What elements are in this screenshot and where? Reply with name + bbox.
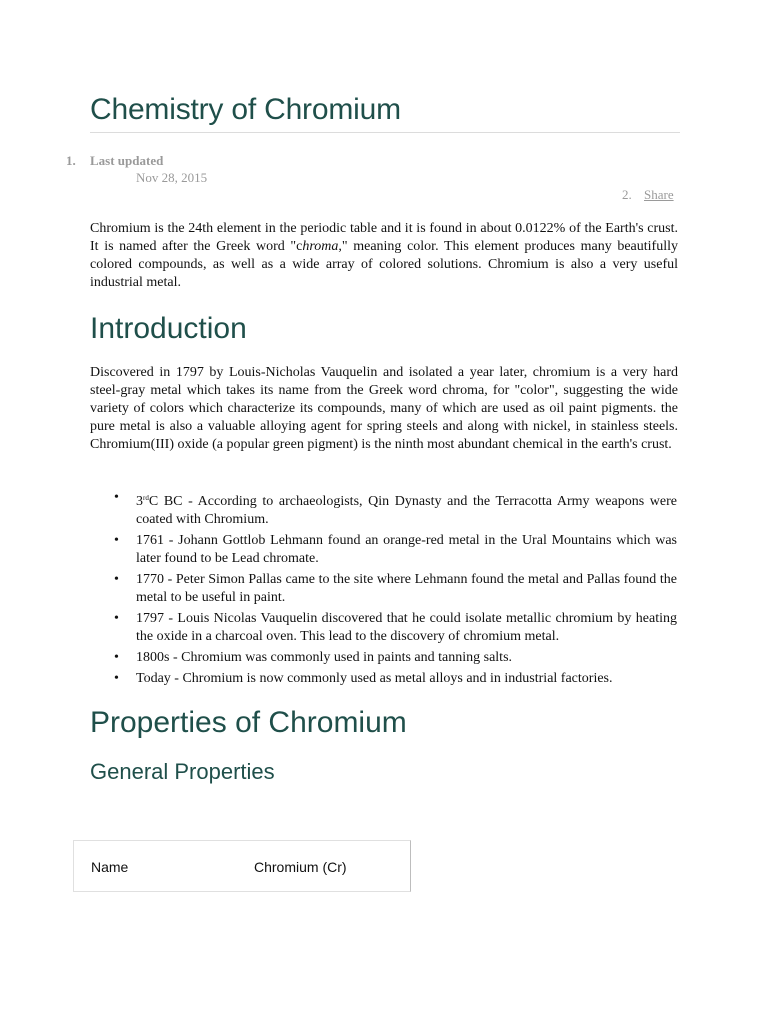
timeline-item-text: 1800s - Chromium was commonly used in paints and tanning salts.: [136, 650, 513, 665]
share-link[interactable]: Share: [644, 187, 674, 202]
last-updated-label: Last updated: [90, 153, 164, 168]
bullet-icon: •: [114, 650, 119, 665]
timeline-item-text: 1797 - Louis Nicolas Vauquelin discovered that he could isolate metallic chromium by heating the oxide in a charcoal oven. This lead to the discovery of chromium metal.: [136, 611, 677, 644]
bullet-icon: •: [114, 533, 119, 548]
intro-text-part1: Chromium is the 24th element in the periodic table and it is found in about 0.0122% of the Earth's crust. It is named after the Greek word "c: [90, 221, 678, 254]
title-divider: [90, 132, 680, 133]
properties-heading: Properties of Chromium: [90, 706, 407, 739]
timeline-item: [0, 649, 677, 667]
property-name-cell: Name: [91, 859, 129, 875]
timeline-item: [0, 489, 677, 529]
timeline-item-text: Today - Chromium is now commonly used as metal alloys and in industrial factories.: [136, 671, 613, 686]
timeline-item: [0, 532, 677, 568]
timeline-item-text: 1761 - Johann Gottlob Lehmann found an orange-red metal in the Ural Mountains which was later found to be Lead chromate.: [136, 533, 677, 566]
last-updated-date: Nov 28, 2015: [136, 170, 208, 185]
bullet-icon: •: [114, 490, 119, 505]
updated-list-number: 1.: [66, 153, 76, 168]
properties-table: [73, 840, 411, 892]
timeline-item-prefix: 3: [136, 494, 143, 509]
timeline-item-text: C BC - According to archaeologists, Qin Dynasty and the Terracotta Army weapons were coated with Chromium.: [136, 494, 677, 527]
bullet-icon: •: [114, 611, 119, 626]
bullet-icon: •: [114, 671, 119, 686]
timeline-item: [0, 670, 677, 688]
history-timeline-list: [0, 489, 768, 691]
introduction-heading: Introduction: [90, 312, 247, 345]
property-value-cell: Chromium (Cr): [254, 859, 347, 875]
timeline-item-text: 1770 - Peter Simon Pallas came to the site where Lehmann found the metal and Pallas found the metal to be useful in paint.: [136, 572, 677, 605]
timeline-item: [0, 571, 677, 607]
page-title: Chemistry of Chromium: [90, 93, 401, 126]
introduction-paragraph: Discovered in 1797 by Louis-Nicholas Vauquelin and isolated a year later, chromium is a very hard steel-gray metal which takes its name from the Greek word chroma, for "color", suggesting the wide variety of colors which characterize its compounds, many of which are used as oil paint pigments. the pure metal is also a valuable alloying agent for spring steels and along with nickel, in stainless steels. Chromium(III) oxide (a popular green pigment) is the ninth most abundant chemical in the earth's crust.: [90, 365, 678, 452]
intro-text-italic: hroma: [302, 239, 339, 254]
timeline-item: [0, 610, 677, 646]
intro-text-part2: ," meaning color. This element produces many beautifully colored compounds, as well as a wide array of colored solutions. Chromium is also a very useful industrial metal.: [90, 239, 678, 290]
bullet-icon: •: [114, 572, 119, 587]
timeline-item-superscript: rd: [143, 494, 149, 502]
general-properties-subheading: General Properties: [90, 759, 275, 784]
intro-paragraph: [90, 220, 678, 292]
share-list-number: 2.: [622, 187, 632, 202]
